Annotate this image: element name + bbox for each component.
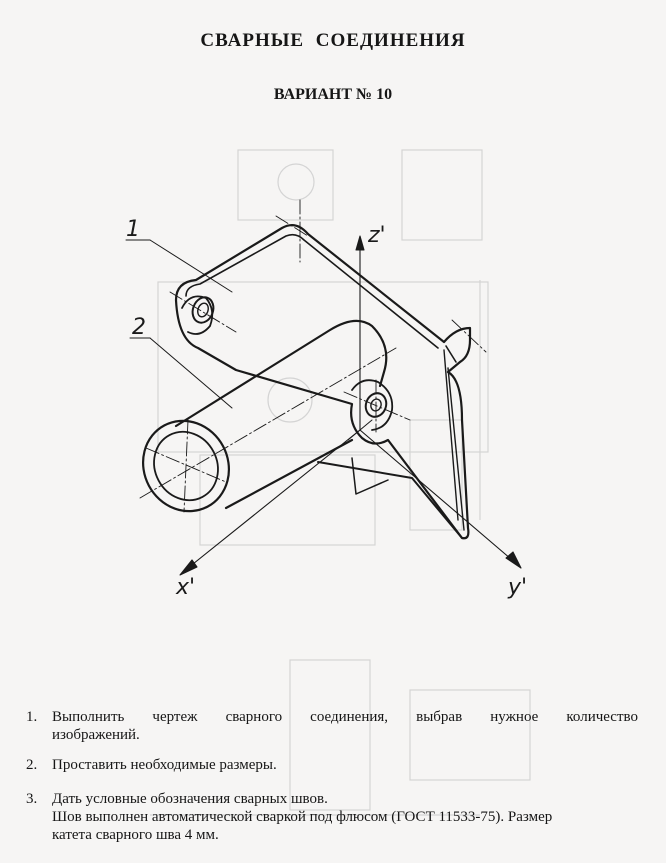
part-label-1: 1: [126, 217, 140, 242]
task-item-1: [26, 708, 638, 744]
axis-label-x: x': [176, 575, 196, 600]
axis-x: [180, 430, 360, 575]
task-text-line: изображений.: [52, 727, 140, 743]
variant-number: ВАРИАНТ № 10: [273, 86, 393, 103]
task-text-line: Проставить необходимые размеры.: [52, 757, 277, 773]
task-number: 2.: [26, 757, 38, 773]
task-text-line: Выполнить чертеж сварного соединения, выбрав нужное количество: [52, 709, 638, 725]
task-item-2: [26, 756, 638, 774]
task-number: 3.: [26, 791, 38, 807]
task-item-3: [26, 790, 638, 844]
axis-label-y: y': [508, 575, 528, 600]
bracket-part-1: [176, 225, 470, 538]
axis-label-z: z': [368, 223, 386, 248]
task-text-line: Шов выполнен автоматической сваркой под флюсом (ГОСТ 11533-75). Размер: [52, 809, 553, 825]
axis-y: [360, 430, 521, 568]
task-text-line: Дать условные обозначения сварных швов.: [52, 791, 328, 807]
part-label-2: 2: [132, 315, 146, 340]
task-text-line: катета сварного шва 4 мм.: [52, 827, 219, 843]
task-number: 1.: [26, 709, 38, 725]
axis-z: [356, 236, 364, 430]
page-title: СВАРНЫЕ СОЕДИНЕНИЯ: [200, 30, 466, 51]
